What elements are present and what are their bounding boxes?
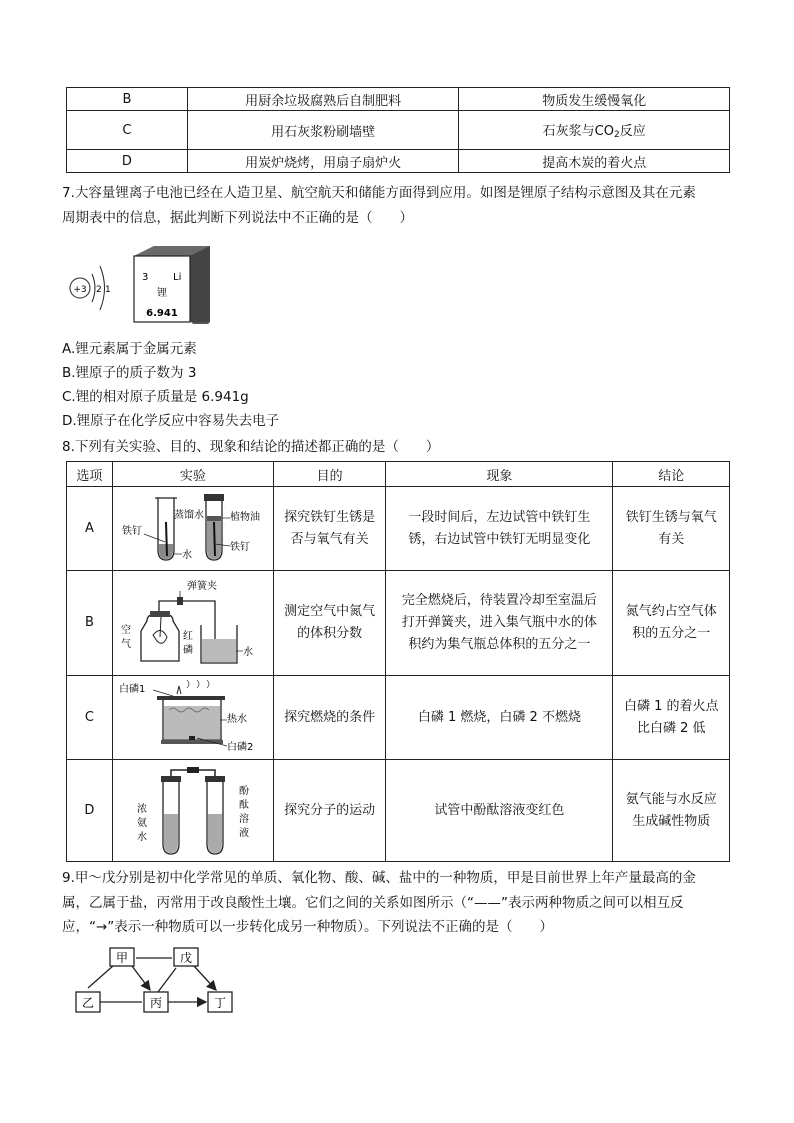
molecular-motion-diagram xyxy=(117,764,269,858)
label-nail-1: 铁钉 xyxy=(121,525,142,537)
q7-stem-line2: 周期表中的信息，据此判断下列说法中不正确的是（ ） xyxy=(62,210,413,226)
header-option: 选项 xyxy=(67,462,113,487)
shell-electrons-2: 1 xyxy=(105,285,111,295)
label-red-p-2: 磷 xyxy=(182,645,193,656)
air-composition-apparatus-diagram xyxy=(117,575,269,671)
node-jia: 甲 xyxy=(115,951,129,965)
table-row xyxy=(67,88,730,111)
row-b-phenomenon-line: 积约为集气瓶总体积的五分之一 xyxy=(408,637,591,652)
row-b-experiment xyxy=(112,571,273,676)
label-ammonia-1: 浓 xyxy=(136,803,147,815)
nucleus-charge: +3 xyxy=(73,285,87,295)
q8-stem: 8.下列有关实验、目的、现象和结论的描述都正确的是（ ） xyxy=(62,439,440,455)
q7-option-c[interactable]: C.锂的相对原子质量是 6.941g xyxy=(62,389,249,405)
row-c-conclusion-line: 比白磷 2 低 xyxy=(636,720,706,736)
row-d-option: D xyxy=(67,760,113,862)
q6-explanation-b: 物质发生缓慢氧化 xyxy=(459,88,730,111)
header-experiment: 实验 xyxy=(112,462,273,487)
row-b-phenomenon-line: 完全燃烧后，待装置冷却至室温后 xyxy=(401,593,597,608)
label-red-p-1: 红 xyxy=(182,631,193,642)
rust-test-tubes-diagram xyxy=(118,492,268,566)
label-oil: 植物油 xyxy=(229,511,260,523)
row-b-phenomenon xyxy=(386,571,613,676)
label-white-p-2: 白磷2 xyxy=(226,741,254,753)
element-name: 锂 xyxy=(157,288,167,299)
label-phenol-3: 溶 xyxy=(238,813,249,825)
row-d-conclusion xyxy=(613,760,730,862)
table-row xyxy=(67,760,730,862)
node-wu: 戊 xyxy=(179,951,193,965)
atomic-mass: 6.941 xyxy=(146,308,178,319)
combustion-conditions-diagram xyxy=(117,680,269,756)
label-phenol-2: 酞 xyxy=(238,799,249,811)
table-header-row xyxy=(67,462,730,487)
q9-stem-line1: 9.甲～戊分别是初中化学常见的单质、氧化物、酸、碱、盐中的一种物质，甲是目前世界上年产量最高的金 xyxy=(62,870,696,886)
q6-explanation-c xyxy=(459,111,730,150)
label-phenol-4: 液 xyxy=(238,827,249,839)
q6-explanation-c-sub: 2 xyxy=(613,130,620,140)
q8-table xyxy=(66,461,730,862)
row-b-phenomenon-line: 打开弹簧夹，进入集气瓶中水的体 xyxy=(401,615,597,630)
element-symbol: Li xyxy=(173,272,182,283)
row-a-experiment xyxy=(112,487,273,571)
label-phenol-1: 酚 xyxy=(238,785,249,797)
label-air-1: 空 xyxy=(120,625,131,636)
label-water-b: 水 xyxy=(242,647,253,658)
label-ammonia-2: 氨 xyxy=(136,817,147,829)
label-ammonia-3: 水 xyxy=(136,831,147,843)
atom-structure-diagram xyxy=(70,266,111,310)
q6-explanation-c-pre: 石灰浆与CO xyxy=(542,124,614,139)
row-a-phenomenon-line: 一段时间后，左边试管中铁钉生 xyxy=(408,509,591,525)
periodic-table-cell xyxy=(134,246,210,324)
row-a-purpose-line: 否与氧气有关 xyxy=(290,531,369,547)
row-b-purpose-line: 测定空气中氮气 xyxy=(284,604,376,619)
row-c-purpose: 探究燃烧的条件 xyxy=(273,676,386,760)
table-row xyxy=(67,676,730,760)
atomic-number: 3 xyxy=(142,272,149,283)
row-d-conclusion-line: 生成碱性物质 xyxy=(632,813,711,829)
q6-option-d: D xyxy=(67,150,188,173)
row-d-phenomenon: 试管中酚酞溶液变红色 xyxy=(386,760,613,862)
label-boiled-water: 蒸馏水 xyxy=(173,509,204,521)
header-purpose: 目的 xyxy=(273,462,386,487)
row-d-experiment xyxy=(112,760,273,862)
row-a-conclusion xyxy=(613,487,730,571)
substance-relation-diagram xyxy=(72,944,242,1020)
table-row xyxy=(67,487,730,571)
label-spring-clip: 弹簧夹 xyxy=(186,581,217,592)
row-a-option: A xyxy=(67,487,113,571)
row-c-phenomenon: 白磷 1 燃烧，白磷 2 不燃烧 xyxy=(386,676,613,760)
row-d-conclusion-line: 氨气能与水反应 xyxy=(625,791,717,807)
q6-explanation-c-post: 反应 xyxy=(619,124,646,139)
q6-option-b: B xyxy=(67,88,188,111)
row-a-conclusion-line: 有关 xyxy=(658,531,685,547)
q9-stem-line2: 属，乙属于盐，丙常用于改良酸性土壤。它们之间的关系如图所示（“——”表示两种物质之间可以相互反 xyxy=(62,895,684,911)
shell-electrons-1: 2 xyxy=(96,285,102,295)
label-nail-2: 铁钉 xyxy=(229,541,250,553)
header-phenomenon: 现象 xyxy=(386,462,613,487)
row-c-conclusion xyxy=(613,676,730,760)
node-yi: 乙 xyxy=(81,996,95,1010)
row-a-phenomenon xyxy=(386,487,613,571)
q6-practice-d: 用炭炉烧烤，用扇子扇炉火 xyxy=(187,150,459,173)
row-b-conclusion-line: 积的五分之一 xyxy=(632,626,711,641)
row-d-purpose: 探究分子的运动 xyxy=(273,760,386,862)
row-b-purpose-line: 的体积分数 xyxy=(297,626,363,641)
q7-stem-line1: 7.大容量锂离子电池已经在人造卫星、航空航天和储能方面得到应用。如图是锂原子结构示意图及其在元素 xyxy=(62,185,696,201)
q6-practice-b: 用厨余垃圾腐熟后自制肥料 xyxy=(187,88,459,111)
label-hot-water: 热水 xyxy=(226,713,247,725)
row-a-conclusion-line: 铁钉生锈与氧气 xyxy=(625,509,717,525)
q7-option-b[interactable]: B.锂原子的质子数为 3 xyxy=(62,365,197,381)
label-water-a: 水 xyxy=(181,549,192,561)
q7-option-d[interactable]: D.锂原子在化学反应中容易失去电子 xyxy=(62,413,280,429)
row-a-phenomenon-line: 锈，右边试管中铁钉无明显变化 xyxy=(408,531,591,547)
row-c-conclusion-line: 白磷 1 的着火点 xyxy=(623,698,719,714)
q6-option-c: C xyxy=(67,111,188,150)
label-air-2: 气 xyxy=(120,639,131,650)
lithium-figure xyxy=(62,244,222,324)
node-bing: 丙 xyxy=(149,996,163,1010)
row-b-purpose xyxy=(273,571,386,676)
row-b-conclusion xyxy=(613,571,730,676)
row-a-purpose xyxy=(273,487,386,571)
q6-explanation-d: 提高木炭的着火点 xyxy=(459,150,730,173)
q7-option-a[interactable]: A.锂元素属于金属元素 xyxy=(62,341,197,357)
row-c-option: C xyxy=(67,676,113,760)
row-b-option: B xyxy=(67,571,113,676)
table-row xyxy=(67,111,730,150)
table-row xyxy=(67,150,730,173)
row-a-purpose-line: 探究铁钉生锈是 xyxy=(284,509,376,525)
q6-table xyxy=(66,87,730,173)
node-ding: 丁 xyxy=(213,996,227,1010)
label-white-p-1: 白磷1 xyxy=(118,683,146,695)
row-b-conclusion-line: 氮气约占空气体 xyxy=(625,604,717,619)
header-conclusion: 结论 xyxy=(613,462,730,487)
row-c-experiment xyxy=(112,676,273,760)
table-row xyxy=(67,571,730,676)
q9-stem-line3: 应，“→”表示一种物质可以一步转化成另一种物质）。下列说法不正确的是（ ） xyxy=(62,919,554,935)
q6-practice-c: 用石灰浆粉刷墙壁 xyxy=(187,111,459,150)
